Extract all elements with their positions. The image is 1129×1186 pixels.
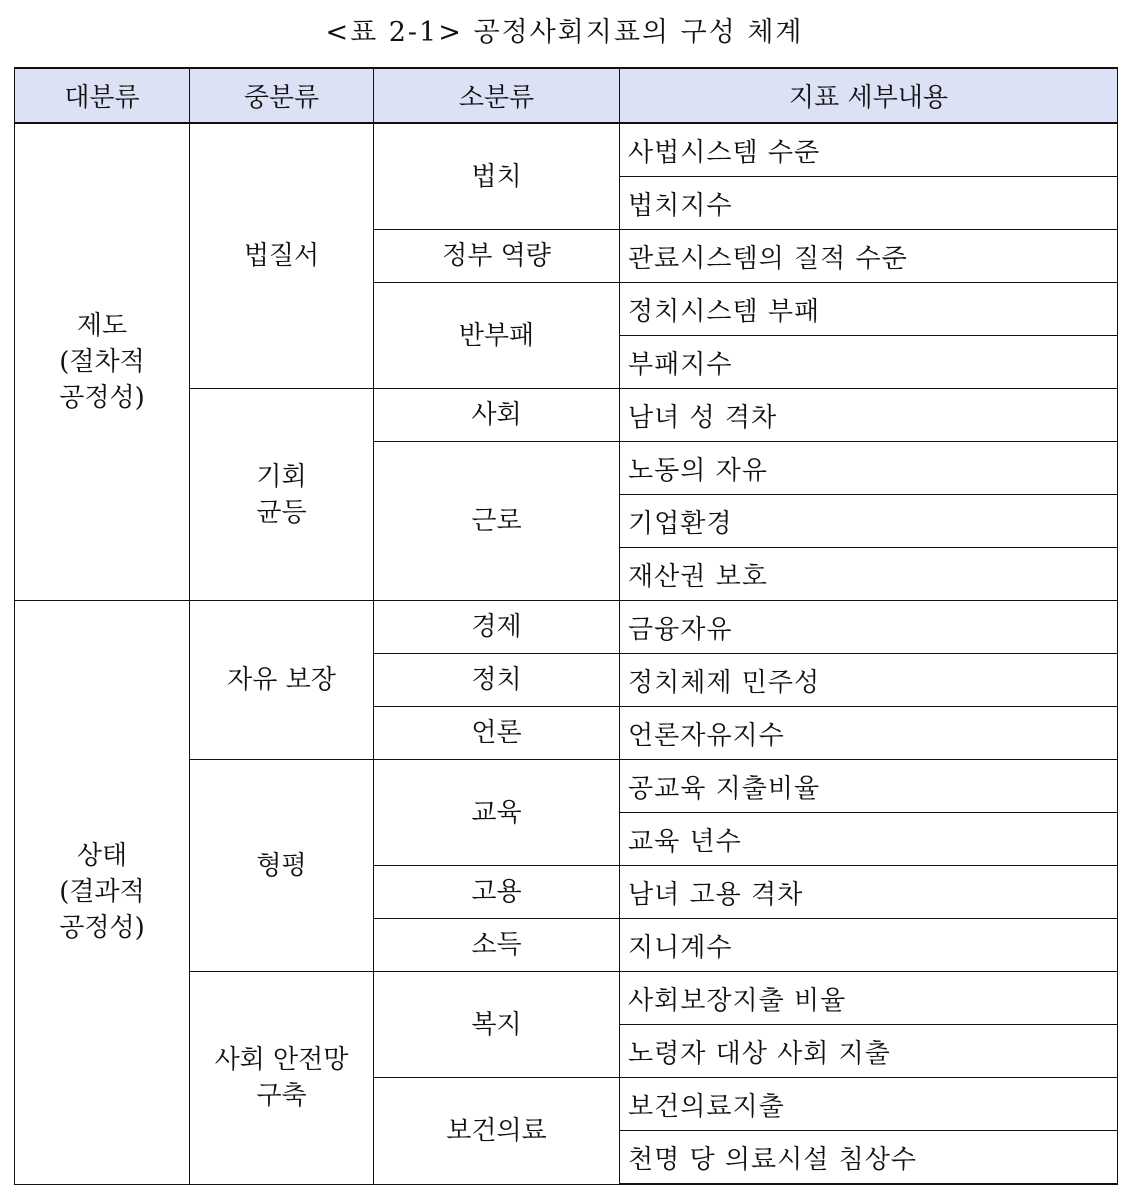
- indicator-detail: 정치시스템 부패: [620, 283, 1118, 336]
- indicator-structure-table: [14, 67, 1118, 1185]
- sub-category: 경제: [374, 601, 620, 654]
- indicator-detail: 정치체제 민주성: [620, 654, 1118, 707]
- sub-category: 법치: [374, 123, 620, 230]
- header-sub: 소분류: [374, 68, 620, 123]
- indicator-detail: 관료시스템의 질적 수준: [620, 230, 1118, 283]
- sub-category: 정치: [374, 654, 620, 707]
- table-row: [15, 601, 1118, 654]
- sub-category: 사회: [374, 389, 620, 442]
- sub-category: 소득: [374, 919, 620, 972]
- indicator-detail: 지니계수: [620, 919, 1118, 972]
- indicator-detail: 보건의료지출: [620, 1078, 1118, 1131]
- indicator-detail: 금융자유: [620, 601, 1118, 654]
- header-mid: 중분류: [190, 68, 374, 123]
- indicator-detail: 언론자유지수: [620, 707, 1118, 760]
- table-caption: <표 2-1> 공정사회지표의 구성 체계: [325, 17, 804, 48]
- mid-category: 자유 보장: [190, 601, 374, 760]
- indicator-detail: 부패지수: [620, 336, 1118, 389]
- sub-category: 정부 역량: [374, 230, 620, 283]
- indicator-detail: 남녀 고용 격차: [620, 866, 1118, 919]
- indicator-detail: 공교육 지출비율: [620, 760, 1118, 813]
- indicator-detail: 노령자 대상 사회 지출: [620, 1025, 1118, 1078]
- sub-category: 교육: [374, 760, 620, 866]
- header-major: 대분류: [15, 68, 190, 123]
- mid-category: 사회 안전망 구축: [190, 972, 374, 1185]
- major-category-institution: 제도 (절차적 공정성): [15, 123, 190, 601]
- indicator-detail: 남녀 성 격차: [620, 389, 1118, 442]
- header-row: [15, 68, 1118, 123]
- major-category-state: 상태 (결과적 공정성): [15, 601, 190, 1185]
- indicator-detail: 기업환경: [620, 495, 1118, 548]
- indicator-detail: 노동의 자유: [620, 442, 1118, 495]
- mid-category: 기회 균등: [190, 389, 374, 601]
- header-detail: 지표 세부내용: [620, 68, 1118, 123]
- indicator-detail: 천명 당 의료시설 침상수: [620, 1131, 1118, 1185]
- mid-category: 형평: [190, 760, 374, 972]
- indicator-detail: 사법시스템 수준: [620, 123, 1118, 177]
- mid-category: 법질서: [190, 123, 374, 389]
- sub-category: 복지: [374, 972, 620, 1078]
- sub-category: 고용: [374, 866, 620, 919]
- indicator-detail: 사회보장지출 비율: [620, 972, 1118, 1025]
- sub-category: 언론: [374, 707, 620, 760]
- sub-category: 반부패: [374, 283, 620, 389]
- table-row: [15, 123, 1118, 177]
- sub-category: 보건의료: [374, 1078, 620, 1185]
- sub-category: 근로: [374, 442, 620, 601]
- indicator-detail: 법치지수: [620, 177, 1118, 230]
- indicator-detail: 재산권 보호: [620, 548, 1118, 601]
- indicator-detail: 교육 년수: [620, 813, 1118, 866]
